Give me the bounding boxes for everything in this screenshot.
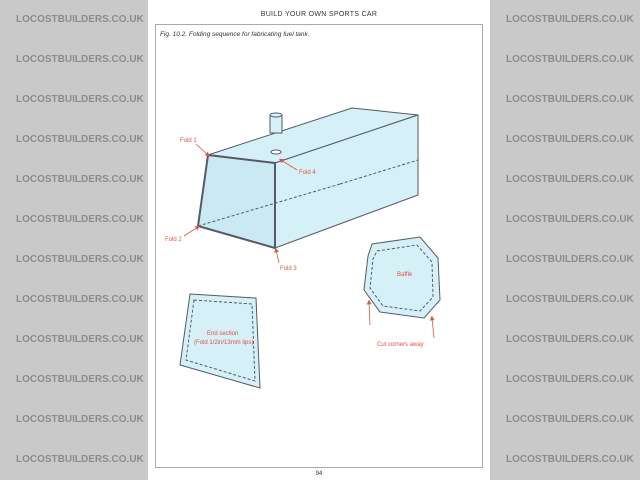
watermark-row: LOCOSTBUILDERS.CO.UK [16,94,144,105]
page-number: 94 [315,471,323,477]
fuel-tank-diagram [148,0,490,470]
watermark-row: LOCOSTBUILDERS.CO.UK [16,414,144,425]
tank-front-face [198,155,275,248]
label-fold-4: Fold 4 [299,170,316,176]
figure-caption: Fig. 10.2. Folding sequence for fabricating fuel tank. [160,31,310,38]
watermark-row: LOCOSTBUILDERS.CO.UK [506,134,634,145]
label-fold-1: Fold 1 [180,138,197,144]
filler-neck [270,113,282,133]
watermark-row: LOCOSTBUILDERS.CO.UK [506,174,634,185]
watermark-row: LOCOSTBUILDERS.CO.UK [16,374,144,385]
watermark-row: LOCOSTBUILDERS.CO.UK [16,174,144,185]
watermark-row: LOCOSTBUILDERS.CO.UK [16,54,144,65]
label-end-section: End section [207,331,239,337]
watermark-row: LOCOSTBUILDERS.CO.UK [506,214,634,225]
watermark-row: LOCOSTBUILDERS.CO.UK [16,334,144,345]
watermark-row: LOCOSTBUILDERS.CO.UK [16,134,144,145]
watermark-row: LOCOSTBUILDERS.CO.UK [16,454,144,465]
label-cut-corners: Cut corners away [377,342,424,348]
watermark-row: LOCOSTBUILDERS.CO.UK [506,54,634,65]
label-fold-3: Fold 3 [280,266,297,272]
watermark-row: LOCOSTBUILDERS.CO.UK [16,214,144,225]
running-header: BUILD YOUR OWN SPORTS CAR [260,11,378,18]
watermark-background-right [490,0,640,480]
watermark-row: LOCOSTBUILDERS.CO.UK [506,254,634,265]
label-end-section-note: (Fold 1/2in/13mm lips) [194,340,254,346]
watermark-row: LOCOSTBUILDERS.CO.UK [506,14,634,25]
watermark-row: LOCOSTBUILDERS.CO.UK [16,294,144,305]
watermark-row: LOCOSTBUILDERS.CO.UK [506,454,634,465]
watermark-row: LOCOSTBUILDERS.CO.UK [506,94,634,105]
tank-body [198,108,418,248]
watermark-row: LOCOSTBUILDERS.CO.UK [506,294,634,305]
watermark-row: LOCOSTBUILDERS.CO.UK [506,374,634,385]
watermark-background-left [0,0,148,480]
label-baffle: Baffle [397,272,413,278]
watermark-row: LOCOSTBUILDERS.CO.UK [16,14,144,25]
label-fold-2: Fold 2 [165,237,182,243]
watermark-row: LOCOSTBUILDERS.CO.UK [506,414,634,425]
watermark-row: LOCOSTBUILDERS.CO.UK [16,254,144,265]
watermark-row: LOCOSTBUILDERS.CO.UK [506,334,634,345]
